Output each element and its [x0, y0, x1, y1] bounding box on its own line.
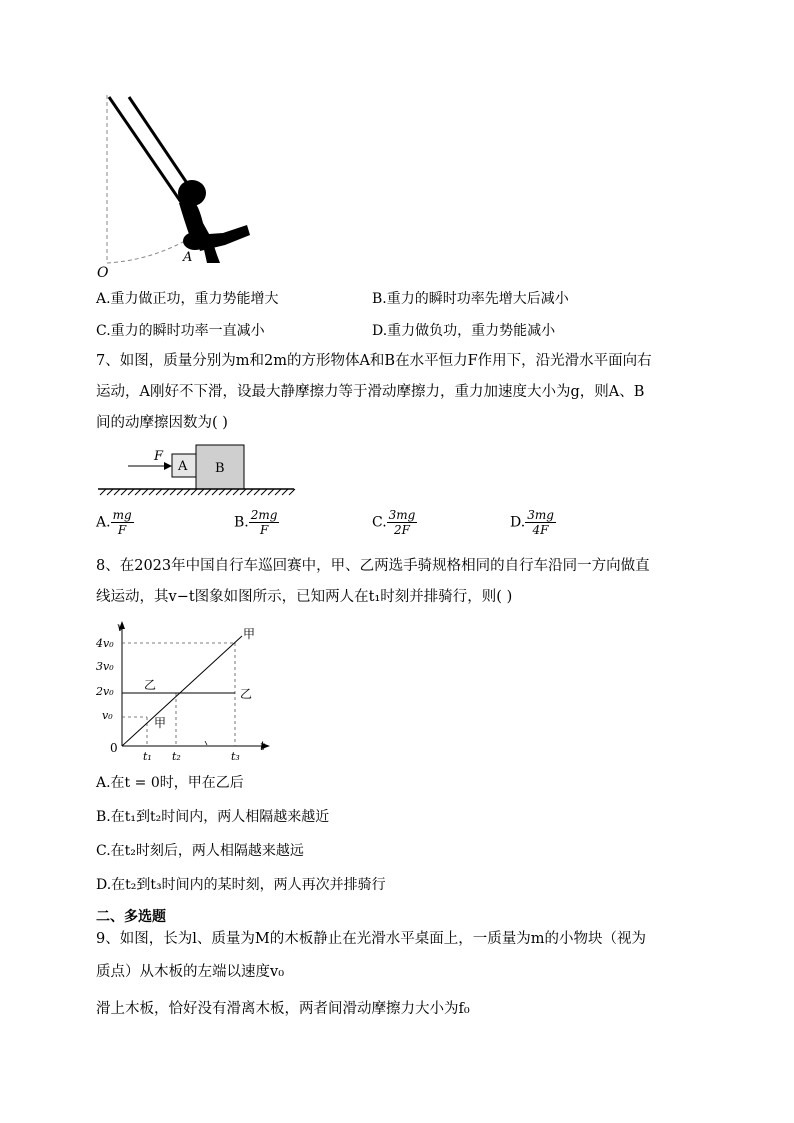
- q6-option-a: A.重力做正功，重力势能增大: [96, 291, 279, 307]
- hatch-mark: [107, 489, 113, 495]
- q8-option-a: A.在t = 0时，甲在乙后: [96, 775, 244, 791]
- ytick-2v0: 2v₀: [96, 685, 114, 698]
- hatch-mark: [275, 489, 281, 495]
- xtick-t2: t₂: [172, 750, 181, 763]
- q8-line-2: 线运动，其v−t图象如图所示，已知两人在t₁时刻并排骑行，则( ): [96, 589, 513, 605]
- ytick-v0: v₀: [102, 709, 113, 722]
- label-a: A: [183, 250, 193, 265]
- xtick-t1: t₁: [143, 750, 152, 763]
- hatch-mark: [121, 489, 127, 495]
- label-jia-top: 甲: [243, 627, 256, 641]
- series-jia-line: [122, 636, 242, 746]
- hatch-mark: [156, 489, 162, 495]
- hatch-mark: [128, 489, 134, 495]
- axis-v-label: v: [117, 620, 124, 634]
- hatch-mark: [170, 489, 176, 495]
- hatch-mark: [205, 489, 211, 495]
- label-yi-right: 乙: [240, 687, 253, 701]
- q9-line-3: 滑上木板，恰好没有滑离木板，两者间滑动摩擦力大小为f₀: [96, 1001, 470, 1017]
- q6-option-b: B.重力的瞬时功率先增大后减小: [372, 291, 569, 307]
- hatch-mark: [114, 489, 120, 495]
- hatch-mark: [226, 489, 232, 495]
- section-title: 二、多选题: [96, 909, 166, 925]
- force-label: F: [154, 449, 164, 464]
- vt-graph: [92, 618, 282, 766]
- q7-option-c: C. $\frac{3mg}{2F}$: [372, 508, 416, 537]
- label-jia-low: 甲: [154, 716, 167, 730]
- hatch-mark: [100, 489, 106, 495]
- ytick-3v0: 3v₀: [96, 660, 114, 673]
- hatch-mark: [233, 489, 239, 495]
- hatch-mark: [198, 489, 204, 495]
- q8-option-d: D.在t₂到t₃时间内的某时刻，两人再次并排骑行: [96, 877, 386, 893]
- origin-label: 0: [110, 741, 118, 755]
- block-b-label: B: [215, 461, 225, 476]
- q8-line-1: 8、在2023年中国自行车巡回赛中，甲、乙两选手骑规格相同的自行车沿同一方向做直: [96, 558, 650, 574]
- ground-hatch: [100, 489, 295, 495]
- q7-line-3: 间的动摩擦因数为( ): [96, 415, 228, 431]
- ytick-4v0: 4v₀: [96, 637, 114, 650]
- small-tick: [205, 741, 207, 745]
- swing-rope-1: [109, 97, 183, 205]
- q9-line-1: 9、如图，长为l、质量为M的木板静止在光滑水平桌面上，一质量为m的小物块（视为: [96, 931, 646, 947]
- arc-dashed-path: [107, 235, 195, 263]
- q7-option-d: D. $\frac{3mg}{4F}$: [510, 508, 554, 537]
- q9-line-2: 质点）从木板的左端以速度v₀: [96, 964, 285, 980]
- hatch-mark: [212, 489, 218, 495]
- hatch-mark: [289, 489, 295, 495]
- hatch-mark: [282, 489, 288, 495]
- block-a-label: A: [178, 459, 188, 474]
- hatch-mark: [191, 489, 197, 495]
- hatch-mark: [184, 489, 190, 495]
- hatch-mark: [247, 489, 253, 495]
- hatch-mark: [142, 489, 148, 495]
- hatch-mark: [163, 489, 169, 495]
- q7-option-b: B. $\frac{2mg}{F}$: [234, 508, 278, 537]
- axis-t-label: t: [260, 739, 265, 753]
- q7-line-1: 7、如图，质量分别为m和2m的方形物体A和B在水平恒力F作用下，沿光滑水平面向右: [96, 353, 652, 369]
- swing-figure: [95, 95, 265, 280]
- label-yi-left: 乙: [144, 678, 157, 692]
- q7-line-2: 运动，A刚好不下滑，设最大静摩擦力等于滑动摩擦力，重力加速度大小为g，则A、B: [96, 384, 645, 400]
- q8-option-c: C.在t₂时刻后，两人相隔越来越远: [96, 843, 304, 859]
- hatch-mark: [254, 489, 260, 495]
- force-arrow-head: [164, 462, 172, 470]
- q6-option-c: C.重力的瞬时功率一直减小: [96, 323, 265, 339]
- hatch-mark: [268, 489, 274, 495]
- hatch-mark: [261, 489, 267, 495]
- swing-rope-2: [129, 97, 195, 195]
- q6-option-d: D.重力做负功，重力势能减小: [372, 323, 556, 339]
- blocks-figure: [96, 444, 296, 496]
- label-o: O: [97, 265, 109, 280]
- q8-option-b: B.在t₁到t₂时间内，两人相隔越来越近: [96, 809, 330, 825]
- hatch-mark: [149, 489, 155, 495]
- xtick-t3: t₃: [231, 750, 240, 763]
- hatch-mark: [135, 489, 141, 495]
- hatch-mark: [219, 489, 225, 495]
- hatch-mark: [177, 489, 183, 495]
- q7-option-a: A. $\frac{mg}{F}$: [96, 508, 132, 537]
- hatch-mark: [240, 489, 246, 495]
